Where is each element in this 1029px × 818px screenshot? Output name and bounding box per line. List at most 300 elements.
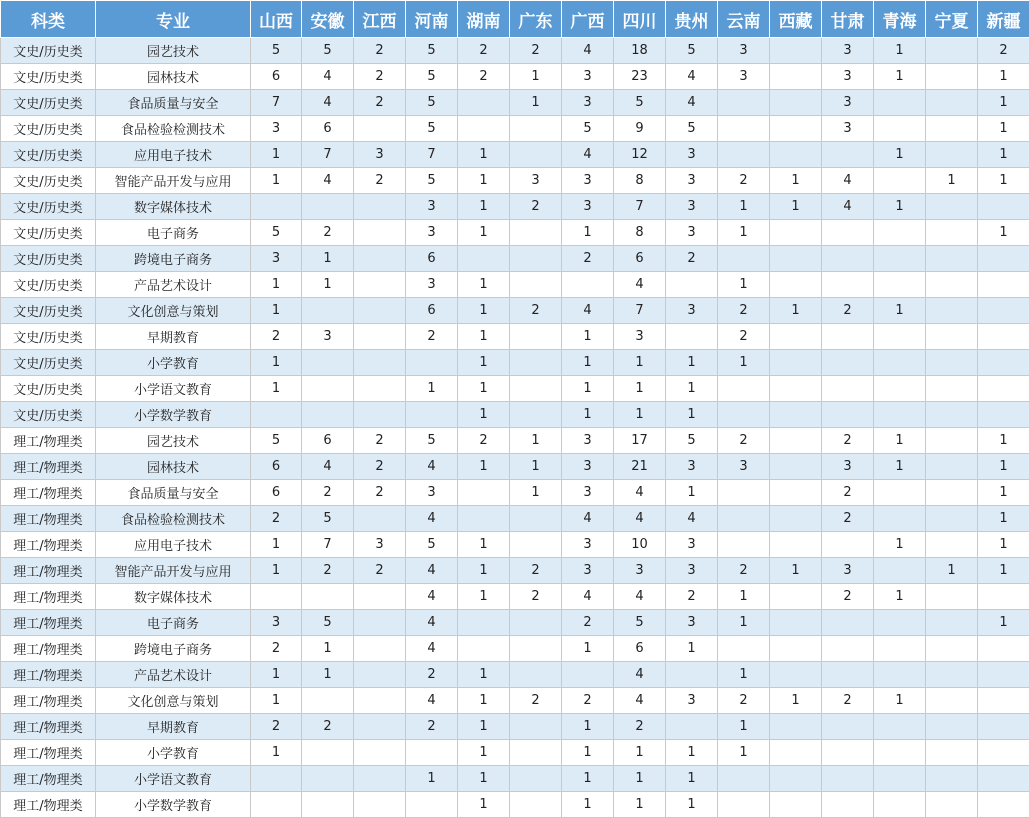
count-cell-xinjiang: [978, 740, 1029, 766]
count-cell-gansu: [822, 272, 874, 298]
count-cell-henan: [406, 350, 458, 376]
category-cell: 理工/物理类: [1, 480, 96, 506]
count-cell-xizang: 1: [770, 558, 822, 584]
count-cell-anhui: [302, 194, 354, 220]
count-cell-anhui: 1: [302, 662, 354, 688]
count-cell-guangxi: 1: [562, 376, 614, 402]
count-cell-xizang: 1: [770, 168, 822, 194]
count-cell-ningxia: [926, 246, 978, 272]
count-cell-xinjiang: [978, 792, 1029, 818]
major-cell: 食品质量与安全: [96, 480, 251, 506]
count-cell-gansu: [822, 610, 874, 636]
count-cell-guizhou: 5: [666, 116, 718, 142]
count-cell-gansu: 2: [822, 688, 874, 714]
table-row: [1, 792, 1029, 818]
count-cell-yunnan: [718, 142, 770, 168]
major-cell: 早期教育: [96, 324, 251, 350]
category-cell: 文史/历史类: [1, 272, 96, 298]
count-cell-henan: 2: [406, 714, 458, 740]
count-cell-gansu: 2: [822, 506, 874, 532]
count-cell-jiangxi: [354, 246, 406, 272]
count-cell-anhui: 2: [302, 714, 354, 740]
major-cell: 园艺技术: [96, 428, 251, 454]
count-cell-jiangxi: [354, 766, 406, 792]
count-cell-ningxia: [926, 220, 978, 246]
count-cell-henan: 3: [406, 480, 458, 506]
count-cell-ningxia: [926, 766, 978, 792]
count-cell-yunnan: 1: [718, 662, 770, 688]
count-cell-shanxi: 1: [251, 740, 302, 766]
count-cell-shanxi: 1: [251, 558, 302, 584]
column-header-gansu: 甘肃: [822, 1, 874, 38]
count-cell-xizang: [770, 636, 822, 662]
count-cell-ningxia: [926, 714, 978, 740]
count-cell-shanxi: 1: [251, 142, 302, 168]
count-cell-jiangxi: [354, 324, 406, 350]
count-cell-henan: 3: [406, 272, 458, 298]
category-cell: 文史/历史类: [1, 194, 96, 220]
count-cell-anhui: 1: [302, 246, 354, 272]
count-cell-yunnan: 1: [718, 194, 770, 220]
count-cell-hunan: 1: [458, 194, 510, 220]
count-cell-ningxia: [926, 584, 978, 610]
category-cell: 理工/物理类: [1, 766, 96, 792]
count-cell-sichuan: 23: [614, 64, 666, 90]
count-cell-xizang: [770, 376, 822, 402]
table-row: [1, 272, 1029, 298]
count-cell-sichuan: 1: [614, 766, 666, 792]
count-cell-guangxi: 4: [562, 584, 614, 610]
count-cell-xizang: 1: [770, 194, 822, 220]
count-cell-guangdong: [510, 116, 562, 142]
count-cell-xizang: [770, 64, 822, 90]
count-cell-guangdong: 2: [510, 688, 562, 714]
count-cell-xizang: [770, 116, 822, 142]
major-cell: 食品检验检测技术: [96, 116, 251, 142]
count-cell-guangxi: 1: [562, 636, 614, 662]
count-cell-qinghai: 1: [874, 428, 926, 454]
count-cell-qinghai: [874, 610, 926, 636]
count-cell-guizhou: 3: [666, 688, 718, 714]
column-header-henan: 河南: [406, 1, 458, 38]
table-row: [1, 688, 1029, 714]
count-cell-ningxia: [926, 636, 978, 662]
table-row: [1, 662, 1029, 688]
count-cell-xizang: [770, 454, 822, 480]
count-cell-ningxia: [926, 38, 978, 64]
count-cell-anhui: 7: [302, 142, 354, 168]
count-cell-xizang: [770, 38, 822, 64]
count-cell-ningxia: [926, 194, 978, 220]
count-cell-gansu: [822, 246, 874, 272]
count-cell-ningxia: [926, 480, 978, 506]
count-cell-guizhou: 1: [666, 766, 718, 792]
count-cell-xinjiang: [978, 714, 1029, 740]
count-cell-xizang: [770, 662, 822, 688]
count-cell-xizang: [770, 428, 822, 454]
column-header-sichuan: 四川: [614, 1, 666, 38]
major-cell: 园林技术: [96, 454, 251, 480]
count-cell-shanxi: 1: [251, 376, 302, 402]
count-cell-guangdong: [510, 272, 562, 298]
table-row: [1, 558, 1029, 584]
table-row: [1, 246, 1029, 272]
count-cell-anhui: 2: [302, 558, 354, 584]
count-cell-xinjiang: 1: [978, 428, 1029, 454]
count-cell-xinjiang: 1: [978, 506, 1029, 532]
count-cell-jiangxi: [354, 376, 406, 402]
count-cell-gansu: [822, 792, 874, 818]
column-header-ningxia: 宁夏: [926, 1, 978, 38]
count-cell-gansu: 3: [822, 454, 874, 480]
count-cell-hunan: [458, 480, 510, 506]
count-cell-guangxi: 4: [562, 38, 614, 64]
count-cell-yunnan: 1: [718, 350, 770, 376]
table-row: [1, 532, 1029, 558]
count-cell-guangxi: 2: [562, 688, 614, 714]
count-cell-guangxi: 2: [562, 610, 614, 636]
count-cell-guangdong: 1: [510, 64, 562, 90]
count-cell-sichuan: 21: [614, 454, 666, 480]
count-cell-ningxia: [926, 792, 978, 818]
count-cell-anhui: 6: [302, 116, 354, 142]
count-cell-anhui: 4: [302, 454, 354, 480]
count-cell-jiangxi: [354, 792, 406, 818]
major-cell: 产品艺术设计: [96, 662, 251, 688]
column-header-hunan: 湖南: [458, 1, 510, 38]
count-cell-qinghai: [874, 324, 926, 350]
count-cell-guangxi: 1: [562, 220, 614, 246]
count-cell-guizhou: 1: [666, 636, 718, 662]
table-row: [1, 714, 1029, 740]
count-cell-anhui: 1: [302, 272, 354, 298]
count-cell-hunan: 1: [458, 714, 510, 740]
table-row: [1, 636, 1029, 662]
count-cell-guizhou: 5: [666, 428, 718, 454]
count-cell-guangxi: 3: [562, 64, 614, 90]
count-cell-yunnan: [718, 376, 770, 402]
count-cell-yunnan: 1: [718, 610, 770, 636]
count-cell-guangdong: [510, 662, 562, 688]
count-cell-gansu: 2: [822, 480, 874, 506]
count-cell-guangxi: 3: [562, 480, 614, 506]
major-cell: 文化创意与策划: [96, 688, 251, 714]
count-cell-yunnan: [718, 116, 770, 142]
count-cell-yunnan: 2: [718, 298, 770, 324]
count-cell-anhui: 4: [302, 64, 354, 90]
major-cell: 应用电子技术: [96, 142, 251, 168]
count-cell-guizhou: 1: [666, 402, 718, 428]
count-cell-xinjiang: [978, 272, 1029, 298]
count-cell-sichuan: 7: [614, 298, 666, 324]
count-cell-shanxi: 3: [251, 116, 302, 142]
count-cell-gansu: 3: [822, 558, 874, 584]
count-cell-sichuan: 4: [614, 272, 666, 298]
count-cell-henan: 5: [406, 116, 458, 142]
count-cell-guangxi: 2: [562, 246, 614, 272]
count-cell-xinjiang: 1: [978, 558, 1029, 584]
count-cell-sichuan: 3: [614, 324, 666, 350]
count-cell-yunnan: 1: [718, 740, 770, 766]
count-cell-gansu: 2: [822, 584, 874, 610]
count-cell-guizhou: 2: [666, 584, 718, 610]
count-cell-xinjiang: [978, 350, 1029, 376]
count-cell-xizang: [770, 324, 822, 350]
count-cell-yunnan: [718, 90, 770, 116]
count-cell-guangdong: 2: [510, 584, 562, 610]
count-cell-guizhou: [666, 272, 718, 298]
count-cell-qinghai: [874, 558, 926, 584]
count-cell-henan: 4: [406, 454, 458, 480]
count-cell-yunnan: [718, 636, 770, 662]
count-cell-xizang: [770, 532, 822, 558]
count-cell-shanxi: 5: [251, 428, 302, 454]
count-cell-guizhou: 3: [666, 454, 718, 480]
count-cell-xizang: [770, 584, 822, 610]
count-cell-sichuan: 4: [614, 688, 666, 714]
count-cell-jiangxi: [354, 194, 406, 220]
table-row: [1, 480, 1029, 506]
count-cell-xinjiang: [978, 324, 1029, 350]
count-cell-jiangxi: [354, 298, 406, 324]
count-cell-guangxi: 4: [562, 298, 614, 324]
count-cell-shanxi: 6: [251, 64, 302, 90]
count-cell-jiangxi: [354, 506, 406, 532]
count-cell-henan: 4: [406, 558, 458, 584]
count-cell-guangxi: 1: [562, 740, 614, 766]
major-cell: 食品质量与安全: [96, 90, 251, 116]
count-cell-xizang: [770, 246, 822, 272]
count-cell-jiangxi: 2: [354, 168, 406, 194]
count-cell-shanxi: 1: [251, 662, 302, 688]
major-cell: 智能产品开发与应用: [96, 168, 251, 194]
count-cell-hunan: [458, 246, 510, 272]
count-cell-jiangxi: [354, 636, 406, 662]
count-cell-henan: 5: [406, 64, 458, 90]
count-cell-xinjiang: [978, 636, 1029, 662]
count-cell-hunan: 1: [458, 792, 510, 818]
count-cell-gansu: [822, 766, 874, 792]
count-cell-guangxi: 1: [562, 402, 614, 428]
count-cell-hunan: 1: [458, 220, 510, 246]
count-cell-qinghai: [874, 168, 926, 194]
count-cell-yunnan: 2: [718, 688, 770, 714]
count-cell-guangxi: 4: [562, 142, 614, 168]
count-cell-hunan: 1: [458, 376, 510, 402]
count-cell-xinjiang: [978, 766, 1029, 792]
count-cell-anhui: 6: [302, 428, 354, 454]
count-cell-jiangxi: [354, 662, 406, 688]
count-cell-henan: 5: [406, 168, 458, 194]
count-cell-hunan: 1: [458, 324, 510, 350]
column-header-xinjiang: 新疆: [978, 1, 1029, 38]
count-cell-yunnan: [718, 246, 770, 272]
column-header-guangxi: 广西: [562, 1, 614, 38]
count-cell-sichuan: 1: [614, 350, 666, 376]
count-cell-guangdong: [510, 220, 562, 246]
count-cell-sichuan: 1: [614, 740, 666, 766]
table-row: [1, 584, 1029, 610]
count-cell-xinjiang: 1: [978, 454, 1029, 480]
count-cell-xizang: [770, 610, 822, 636]
count-cell-guangdong: [510, 766, 562, 792]
count-cell-qinghai: 1: [874, 298, 926, 324]
count-cell-guangdong: [510, 402, 562, 428]
count-cell-qinghai: [874, 506, 926, 532]
count-cell-xizang: [770, 766, 822, 792]
count-cell-jiangxi: [354, 220, 406, 246]
table-row: [1, 142, 1029, 168]
category-cell: 理工/物理类: [1, 792, 96, 818]
count-cell-guangdong: 2: [510, 298, 562, 324]
count-cell-sichuan: 4: [614, 506, 666, 532]
count-cell-xinjiang: [978, 402, 1029, 428]
count-cell-ningxia: [926, 90, 978, 116]
count-cell-qinghai: [874, 740, 926, 766]
count-cell-shanxi: 3: [251, 610, 302, 636]
count-cell-yunnan: 3: [718, 454, 770, 480]
count-cell-guangdong: 1: [510, 480, 562, 506]
count-cell-xizang: [770, 350, 822, 376]
count-cell-guangxi: 3: [562, 558, 614, 584]
category-cell: 文史/历史类: [1, 220, 96, 246]
count-cell-qinghai: 1: [874, 454, 926, 480]
count-cell-hunan: 1: [458, 454, 510, 480]
count-cell-ningxia: [926, 350, 978, 376]
count-cell-henan: 4: [406, 584, 458, 610]
count-cell-guangdong: 1: [510, 428, 562, 454]
major-cell: 数字媒体技术: [96, 584, 251, 610]
count-cell-yunnan: 1: [718, 714, 770, 740]
category-cell: 文史/历史类: [1, 350, 96, 376]
count-cell-gansu: [822, 636, 874, 662]
count-cell-hunan: 1: [458, 584, 510, 610]
category-cell: 理工/物理类: [1, 558, 96, 584]
count-cell-gansu: 3: [822, 90, 874, 116]
count-cell-qinghai: 1: [874, 64, 926, 90]
table-row: [1, 428, 1029, 454]
column-header-category: 科类: [1, 1, 96, 38]
table-row: [1, 298, 1029, 324]
count-cell-guangdong: 2: [510, 194, 562, 220]
count-cell-hunan: 1: [458, 558, 510, 584]
count-cell-jiangxi: 2: [354, 428, 406, 454]
count-cell-sichuan: 6: [614, 246, 666, 272]
count-cell-xinjiang: 1: [978, 532, 1029, 558]
count-cell-anhui: [302, 298, 354, 324]
count-cell-shanxi: 6: [251, 480, 302, 506]
major-cell: 食品检验检测技术: [96, 506, 251, 532]
category-cell: 文史/历史类: [1, 324, 96, 350]
major-cell: 小学教育: [96, 350, 251, 376]
column-header-jiangxi: 江西: [354, 1, 406, 38]
count-cell-anhui: 1: [302, 636, 354, 662]
count-cell-qinghai: [874, 636, 926, 662]
count-cell-anhui: 3: [302, 324, 354, 350]
count-cell-xinjiang: [978, 662, 1029, 688]
count-cell-yunnan: 2: [718, 168, 770, 194]
count-cell-jiangxi: 3: [354, 532, 406, 558]
count-cell-anhui: 5: [302, 38, 354, 64]
count-cell-sichuan: 4: [614, 662, 666, 688]
count-cell-xinjiang: 1: [978, 142, 1029, 168]
count-cell-anhui: 2: [302, 480, 354, 506]
count-cell-sichuan: 1: [614, 402, 666, 428]
category-cell: 理工/物理类: [1, 662, 96, 688]
count-cell-xinjiang: 1: [978, 64, 1029, 90]
count-cell-ningxia: [926, 376, 978, 402]
count-cell-anhui: [302, 376, 354, 402]
count-cell-guangxi: 1: [562, 350, 614, 376]
count-cell-gansu: 3: [822, 64, 874, 90]
count-cell-ningxia: 1: [926, 168, 978, 194]
count-cell-qinghai: [874, 662, 926, 688]
count-cell-ningxia: [926, 610, 978, 636]
count-cell-jiangxi: 2: [354, 38, 406, 64]
count-cell-gansu: 2: [822, 428, 874, 454]
count-cell-anhui: [302, 688, 354, 714]
table-row: [1, 350, 1029, 376]
count-cell-hunan: [458, 116, 510, 142]
count-cell-shanxi: 3: [251, 246, 302, 272]
count-cell-shanxi: [251, 584, 302, 610]
count-cell-guizhou: 1: [666, 350, 718, 376]
count-cell-jiangxi: [354, 714, 406, 740]
table-row: [1, 168, 1029, 194]
count-cell-gansu: 4: [822, 194, 874, 220]
major-cell: 应用电子技术: [96, 532, 251, 558]
count-cell-hunan: [458, 506, 510, 532]
count-cell-hunan: 2: [458, 38, 510, 64]
count-cell-shanxi: 2: [251, 714, 302, 740]
count-cell-xinjiang: 1: [978, 220, 1029, 246]
table-row: [1, 194, 1029, 220]
table-row: [1, 454, 1029, 480]
count-cell-guangdong: 1: [510, 90, 562, 116]
table-row: [1, 766, 1029, 792]
count-cell-henan: 4: [406, 610, 458, 636]
count-cell-shanxi: 6: [251, 454, 302, 480]
count-cell-henan: 1: [406, 766, 458, 792]
count-cell-gansu: [822, 220, 874, 246]
column-header-major: 专业: [96, 1, 251, 38]
count-cell-jiangxi: [354, 740, 406, 766]
count-cell-hunan: 1: [458, 402, 510, 428]
count-cell-sichuan: 3: [614, 558, 666, 584]
table-row: [1, 740, 1029, 766]
count-cell-jiangxi: [354, 272, 406, 298]
category-cell: 理工/物理类: [1, 714, 96, 740]
count-cell-qinghai: [874, 116, 926, 142]
count-cell-sichuan: 1: [614, 792, 666, 818]
count-cell-guangdong: [510, 792, 562, 818]
count-cell-henan: [406, 740, 458, 766]
count-cell-jiangxi: 2: [354, 558, 406, 584]
major-cell: 文化创意与策划: [96, 298, 251, 324]
count-cell-henan: 1: [406, 376, 458, 402]
count-cell-qinghai: [874, 480, 926, 506]
count-cell-shanxi: 2: [251, 506, 302, 532]
count-cell-xinjiang: 2: [978, 38, 1029, 64]
count-cell-hunan: 1: [458, 168, 510, 194]
count-cell-jiangxi: [354, 350, 406, 376]
count-cell-qinghai: [874, 714, 926, 740]
category-cell: 理工/物理类: [1, 688, 96, 714]
count-cell-hunan: 1: [458, 688, 510, 714]
count-cell-sichuan: 17: [614, 428, 666, 454]
count-cell-guangxi: 1: [562, 766, 614, 792]
count-cell-guizhou: 3: [666, 610, 718, 636]
